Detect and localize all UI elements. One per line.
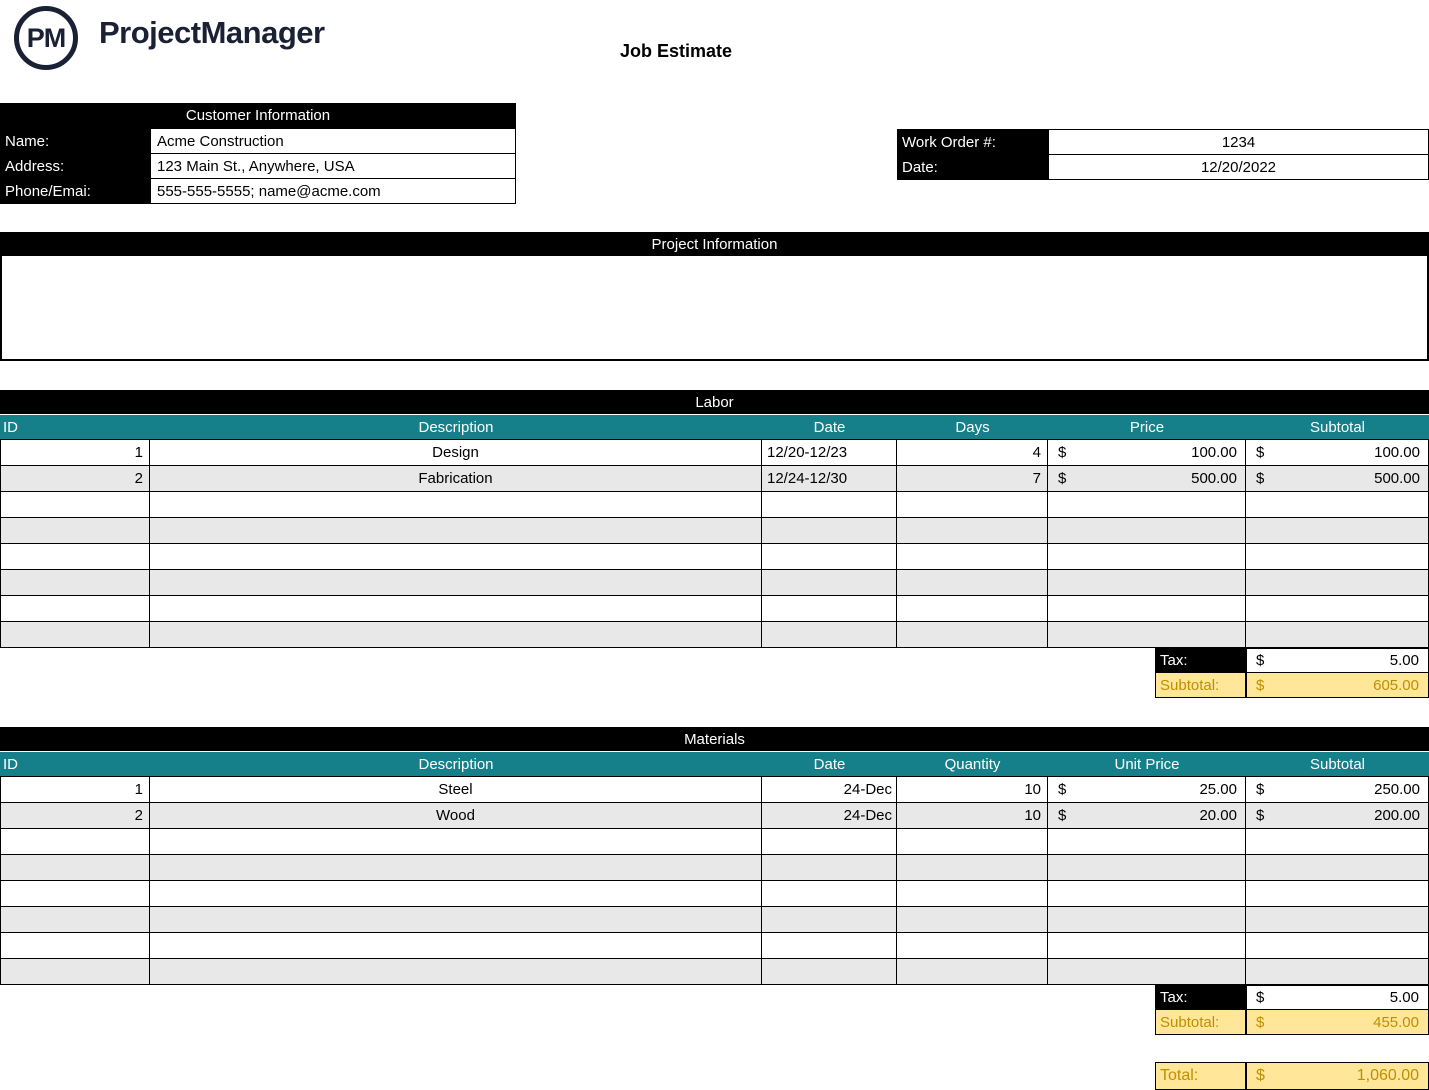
- cell-subtotal[interactable]: [1246, 777, 1429, 802]
- cell-price[interactable]: [1048, 622, 1246, 647]
- column-header-id: ID: [3, 418, 18, 436]
- project-info-section-header: Project Information: [0, 232, 1429, 256]
- cell-date[interactable]: [762, 881, 897, 906]
- cell-price[interactable]: [1048, 959, 1246, 984]
- cell-description[interactable]: [150, 570, 762, 595]
- currency-symbol: $: [1256, 781, 1265, 798]
- labor-section-header: Labor: [0, 390, 1429, 414]
- labor-subtotal-amount: 605.00: [1373, 676, 1419, 694]
- cell-date[interactable]: [762, 933, 897, 958]
- table-row: [0, 881, 1429, 907]
- cell-qty[interactable]: 10: [897, 803, 1048, 828]
- cell-qty[interactable]: [897, 596, 1048, 621]
- labor-tax-amount: 5.00: [1389, 652, 1419, 669]
- cell-price[interactable]: [1048, 440, 1246, 465]
- table-row: [0, 492, 1429, 518]
- labor-subtotal-value-cell[interactable]: [1246, 672, 1429, 698]
- amount: 500.00: [1191, 470, 1237, 487]
- cell-description[interactable]: Fabrication: [150, 466, 762, 491]
- cell-price[interactable]: [1048, 570, 1246, 595]
- cell-description[interactable]: [150, 855, 762, 880]
- column-header-subtotal: Subtotal: [1309, 755, 1366, 773]
- pm-logo-icon: [14, 6, 78, 70]
- cell-subtotal[interactable]: [1246, 933, 1429, 958]
- cell-subtotal[interactable]: [1246, 622, 1429, 647]
- cell-date[interactable]: 12/20-12/23: [762, 440, 897, 465]
- table-row: [0, 518, 1429, 544]
- cell-id[interactable]: [0, 881, 150, 906]
- cell-price[interactable]: [1048, 855, 1246, 880]
- currency-symbol: $: [1058, 470, 1067, 487]
- customer-phone-email-value[interactable]: 555-555-5555; name@acme.com: [150, 178, 516, 204]
- cell-id[interactable]: 1: [0, 440, 150, 465]
- cell-qty[interactable]: [897, 518, 1048, 543]
- cell-price[interactable]: [1048, 466, 1246, 491]
- amount: 100.00: [1374, 444, 1420, 461]
- cell-date[interactable]: [762, 855, 897, 880]
- currency-symbol: $: [1256, 444, 1265, 461]
- cell-price[interactable]: [1048, 933, 1246, 958]
- cell-subtotal[interactable]: [1246, 803, 1429, 828]
- work-order-label: Work Order #:: [897, 129, 1048, 155]
- currency-symbol: $: [1058, 444, 1067, 461]
- cell-id[interactable]: [0, 907, 150, 932]
- column-header-days: Days: [955, 418, 990, 436]
- brand-name: ProjectManager: [99, 15, 325, 50]
- materials-subtotal-label: Subtotal:: [1155, 1009, 1246, 1035]
- cell-price[interactable]: [1048, 518, 1246, 543]
- cell-subtotal[interactable]: [1246, 855, 1429, 880]
- materials-section-header: Materials: [0, 727, 1429, 751]
- page-title: Job Estimate: [619, 41, 733, 61]
- cell-subtotal[interactable]: [1246, 829, 1429, 854]
- materials-subtotal-value-cell[interactable]: [1246, 1009, 1429, 1035]
- cell-qty[interactable]: [897, 570, 1048, 595]
- column-header-unit-price: Unit Price: [1114, 755, 1180, 773]
- currency-symbol: $: [1256, 807, 1265, 824]
- customer-address-label: Address:: [0, 153, 150, 179]
- cell-price[interactable]: [1048, 829, 1246, 854]
- customer-phone-email-label: Phone/Emai:: [0, 178, 150, 204]
- cell-subtotal[interactable]: [1246, 440, 1429, 465]
- amount: 200.00: [1374, 807, 1420, 824]
- column-header-date: Date: [813, 418, 846, 436]
- cell-id[interactable]: [0, 933, 150, 958]
- materials-tax-label: Tax:: [1155, 985, 1246, 1010]
- cell-description[interactable]: Design: [150, 440, 762, 465]
- table-row: [0, 777, 1429, 803]
- cell-subtotal[interactable]: [1246, 466, 1429, 491]
- customer-address-value[interactable]: 123 Main St., Anywhere, USA: [150, 153, 516, 179]
- column-header-subtotal: Subtotal: [1309, 418, 1366, 436]
- cell-subtotal[interactable]: [1246, 492, 1429, 517]
- cell-id[interactable]: [0, 596, 150, 621]
- cell-subtotal[interactable]: [1246, 959, 1429, 984]
- project-info-content[interactable]: [0, 256, 1429, 361]
- cell-date[interactable]: 24-Dec: [762, 777, 897, 802]
- amount: 500.00: [1374, 470, 1420, 487]
- order-date-row: [897, 154, 1429, 180]
- order-date-value[interactable]: 12/20/2022: [1048, 154, 1429, 180]
- materials-table: [0, 777, 1429, 985]
- amount: 100.00: [1191, 444, 1237, 461]
- customer-info-section-header: Customer Information: [0, 103, 516, 128]
- materials-column-headers: [0, 752, 1429, 777]
- currency-symbol: $: [1256, 1067, 1265, 1084]
- cell-subtotal[interactable]: [1246, 881, 1429, 906]
- cell-description[interactable]: [150, 492, 762, 517]
- column-header-price: Price: [1129, 418, 1165, 436]
- table-row: [0, 933, 1429, 959]
- table-row: [0, 803, 1429, 829]
- cell-qty[interactable]: [897, 544, 1048, 569]
- work-order-value[interactable]: 1234: [1048, 129, 1429, 155]
- cell-date[interactable]: [762, 596, 897, 621]
- labor-table: [0, 440, 1429, 648]
- grand-total-amount: 1,060.00: [1356, 1067, 1419, 1084]
- cell-qty[interactable]: [897, 492, 1048, 517]
- cell-id[interactable]: [0, 518, 150, 543]
- cell-subtotal[interactable]: [1246, 570, 1429, 595]
- table-row: [0, 570, 1429, 596]
- currency-symbol: $: [1256, 676, 1265, 694]
- cell-id[interactable]: [0, 622, 150, 647]
- cell-description[interactable]: [150, 518, 762, 543]
- customer-address-row: [0, 153, 516, 179]
- cell-description[interactable]: [150, 622, 762, 647]
- cell-description[interactable]: [150, 933, 762, 958]
- currency-symbol: $: [1058, 807, 1067, 824]
- cell-price[interactable]: [1048, 544, 1246, 569]
- cell-qty[interactable]: [897, 855, 1048, 880]
- cell-price[interactable]: [1048, 596, 1246, 621]
- cell-id[interactable]: [0, 855, 150, 880]
- cell-description[interactable]: Steel: [150, 777, 762, 802]
- cell-price[interactable]: [1048, 907, 1246, 932]
- currency-symbol: $: [1256, 989, 1265, 1006]
- cell-qty[interactable]: [897, 933, 1048, 958]
- cell-description[interactable]: [150, 959, 762, 984]
- grand-total-value-cell[interactable]: [1246, 1062, 1429, 1090]
- table-row: [0, 596, 1429, 622]
- labor-tax-value-cell[interactable]: [1246, 648, 1429, 673]
- column-header-quantity: Quantity: [944, 755, 1001, 773]
- cell-date[interactable]: [762, 829, 897, 854]
- cell-qty[interactable]: 7: [897, 466, 1048, 491]
- currency-symbol: $: [1058, 781, 1067, 798]
- cell-id[interactable]: 1: [0, 777, 150, 802]
- table-row: [0, 907, 1429, 933]
- cell-qty[interactable]: [897, 829, 1048, 854]
- cell-id[interactable]: [0, 492, 150, 517]
- customer-name-label: Name:: [0, 128, 150, 154]
- currency-symbol: $: [1256, 1013, 1265, 1031]
- cell-id[interactable]: [0, 829, 150, 854]
- grand-total-label: Total:: [1155, 1062, 1246, 1090]
- cell-date[interactable]: [762, 518, 897, 543]
- cell-date[interactable]: [762, 622, 897, 647]
- column-header-description: Description: [418, 418, 494, 436]
- cell-subtotal[interactable]: [1246, 907, 1429, 932]
- cell-subtotal[interactable]: [1246, 518, 1429, 543]
- table-row: [0, 855, 1429, 881]
- cell-id[interactable]: [0, 959, 150, 984]
- cell-price[interactable]: [1048, 777, 1246, 802]
- cell-description[interactable]: [150, 881, 762, 906]
- amount: 20.00: [1199, 807, 1237, 824]
- cell-date[interactable]: [762, 907, 897, 932]
- amount: 250.00: [1374, 781, 1420, 798]
- materials-tax-amount: 5.00: [1389, 989, 1419, 1006]
- cell-qty[interactable]: 10: [897, 777, 1048, 802]
- materials-subtotal-amount: 455.00: [1373, 1013, 1419, 1031]
- labor-subtotal-label: Subtotal:: [1155, 672, 1246, 698]
- cell-id[interactable]: [0, 570, 150, 595]
- cell-date[interactable]: [762, 959, 897, 984]
- cell-date[interactable]: 24-Dec: [762, 803, 897, 828]
- cell-description[interactable]: [150, 544, 762, 569]
- customer-phone-email-row: [0, 178, 516, 204]
- labor-tax-label: Tax:: [1155, 648, 1246, 673]
- customer-name-value[interactable]: Acme Construction: [150, 128, 516, 154]
- cell-qty[interactable]: [897, 622, 1048, 647]
- cell-id[interactable]: 2: [0, 466, 150, 491]
- customer-name-row: [0, 128, 516, 154]
- cell-qty[interactable]: [897, 907, 1048, 932]
- table-row: [0, 466, 1429, 492]
- currency-symbol: $: [1256, 652, 1265, 669]
- cell-description[interactable]: Wood: [150, 803, 762, 828]
- cell-date[interactable]: [762, 570, 897, 595]
- cell-description[interactable]: [150, 596, 762, 621]
- order-date-label: Date:: [897, 154, 1048, 180]
- currency-symbol: $: [1256, 470, 1265, 487]
- table-row: [0, 440, 1429, 466]
- cell-id[interactable]: [0, 544, 150, 569]
- labor-column-headers: [0, 415, 1429, 440]
- cell-qty[interactable]: [897, 959, 1048, 984]
- table-row: [0, 829, 1429, 855]
- column-header-date: Date: [813, 755, 846, 773]
- cell-description[interactable]: [150, 907, 762, 932]
- cell-price[interactable]: [1048, 881, 1246, 906]
- cell-price[interactable]: [1048, 492, 1246, 517]
- cell-price[interactable]: [1048, 803, 1246, 828]
- cell-id[interactable]: 2: [0, 803, 150, 828]
- cell-subtotal[interactable]: [1246, 596, 1429, 621]
- work-order-row: [897, 129, 1429, 155]
- cell-qty[interactable]: [897, 881, 1048, 906]
- amount: 25.00: [1199, 781, 1237, 798]
- cell-date[interactable]: 12/24-12/30: [762, 466, 897, 491]
- cell-date[interactable]: [762, 492, 897, 517]
- table-row: [0, 622, 1429, 648]
- column-header-description: Description: [418, 755, 494, 773]
- column-header-id: ID: [3, 755, 18, 773]
- cell-qty[interactable]: 4: [897, 440, 1048, 465]
- logo-monogram: PM: [26, 22, 66, 53]
- table-row: [0, 544, 1429, 570]
- cell-subtotal[interactable]: [1246, 544, 1429, 569]
- cell-date[interactable]: [762, 544, 897, 569]
- table-row: [0, 959, 1429, 985]
- materials-tax-value-cell[interactable]: [1246, 985, 1429, 1010]
- cell-description[interactable]: [150, 829, 762, 854]
